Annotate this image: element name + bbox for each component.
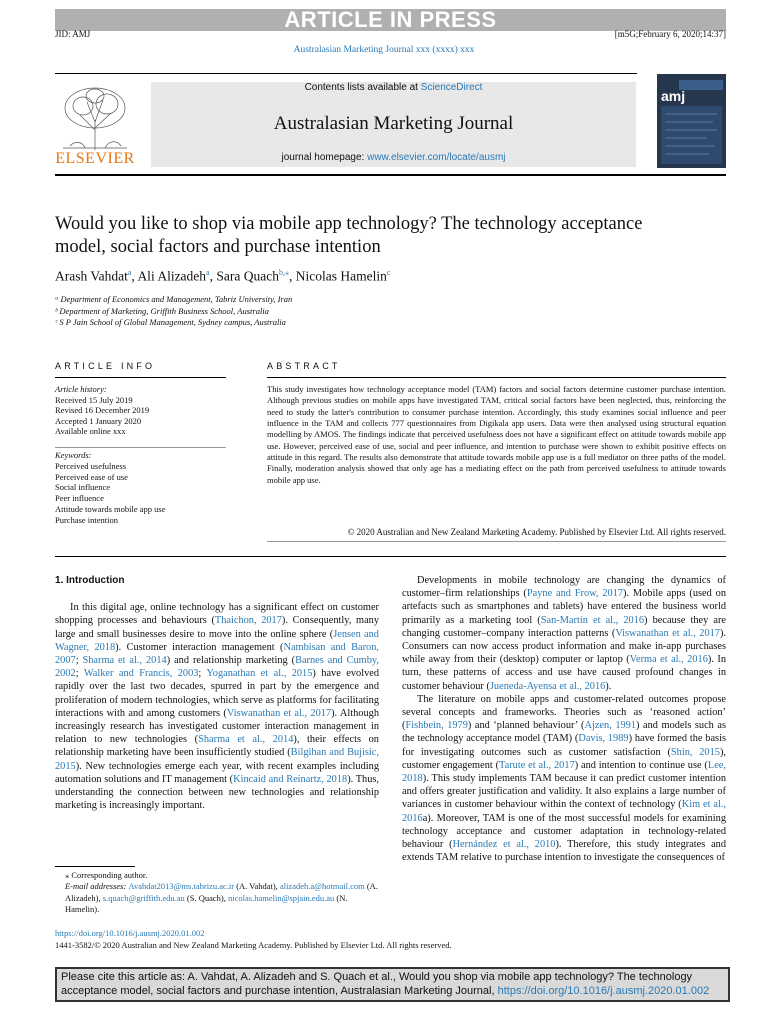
body-top-rule [55, 556, 726, 557]
citation-link[interactable]: Payne and Frow, 2017 [526, 588, 624, 600]
article-history [55, 384, 230, 437]
author-affil-sup[interactable]: c [386, 268, 391, 277]
footnote-rule [55, 866, 135, 867]
author-list: Arash Vahdat$^a$, Ali Alizadeh$^a$, Sara Quach$^{b,⁎}$, Nicolas Hamelin$^c$ [55, 268, 391, 284]
body-paragraph [55, 601, 379, 812]
keyword: Perceived usefulness [55, 460, 127, 471]
citation-link[interactable]: Tarute et al., 2017 [499, 759, 575, 771]
keywords-list [55, 450, 230, 526]
affiliation-line: ᶜ S P Jain School of Global Management, Sydney campus, Australia [55, 317, 286, 327]
paragraph-text: ), their effects on relationship marketing have been insufficiently studied ( [55, 734, 379, 759]
body-paragraph [402, 693, 726, 865]
citation-link[interactable]: Walker and Francis, 2003 [83, 668, 199, 680]
history-divider [55, 447, 226, 448]
article-in-press-banner: ARTICLE IN PRESS [55, 9, 726, 31]
history-item: Available online xxx [55, 426, 126, 437]
paragraph-text: ; [75, 668, 84, 680]
cover-badge: amj [661, 88, 686, 104]
keyword: Social influence [55, 482, 110, 493]
article-info-rule [55, 377, 226, 378]
body-column-right [402, 574, 726, 864]
paragraph-text: ). Mobile apps (used on artefacts such as smartphones and tablets) have entered the business world primarily as a marketing tool ( [402, 588, 727, 626]
author-affil-sup[interactable]: b,⁎ [278, 268, 289, 277]
corresponding-author-note: ⁎ Corresponding author. [65, 870, 148, 880]
citation-text: Please cite this article as: A. Vahdat, A. Alizadeh and S. Quach et al., Would you shop via mobile app technology? The technology acceptance model, social factors and purchase intention, Australasian Marketing Journal, [61, 971, 693, 997]
paragraph-text: Developments in mobile technology are changing the dynamics of customer–firm relationships ( [402, 575, 726, 600]
citation-link[interactable]: Verma et al., 2016 [629, 654, 708, 666]
citation-link[interactable]: Ajzen, 1991 [584, 720, 637, 732]
citation-doi-link[interactable]: https://doi.org/10.1016/j.ausmj.2020.01.002 [497, 985, 710, 997]
keyword: Attitude towards mobile app use [55, 503, 166, 514]
article-info-heading: ARTICLE INFO [55, 361, 156, 371]
citation-link[interactable]: Shin, 2015 [670, 746, 720, 758]
citation-link[interactable]: Hernández et al., 2010 [452, 839, 556, 851]
citation-link[interactable]: Viswanathan et al., 2017 [226, 707, 332, 719]
citation-link[interactable]: Thaichon, 2017 [214, 615, 282, 627]
header-bottom-rule [55, 174, 726, 176]
citation-link[interactable]: Nambisan and Baron, 2007 [55, 641, 379, 667]
citation-link[interactable]: Sharma et al., 2014 [82, 655, 167, 667]
citation-link[interactable]: Kim et al., 2016 [402, 799, 726, 824]
homepage-link[interactable]: www.elsevier.com/locate/ausmj [367, 152, 506, 163]
journal-reference-link[interactable]: Australasian Marketing Journal xxx (xxxx) xxx [293, 45, 475, 55]
article-title: Would you like to shop via mobile app technology? The technology acceptance model, social factors and purchase intention [55, 214, 643, 257]
jid-label: JID: AMJ [55, 29, 91, 39]
paragraph-text: ; [75, 655, 83, 667]
contents-line [151, 82, 636, 93]
paragraph-text: ), customer engagement ( [402, 746, 726, 771]
citation-link[interactable]: Viswanathan et al., 2017 [615, 627, 720, 639]
footnotes [55, 870, 381, 916]
paragraph-text: ) and models such as the technology acceptance model (TAM) ( [402, 720, 727, 745]
body-column-left [55, 574, 379, 812]
body-paragraph [402, 574, 726, 693]
keywords-heading: Keywords: [55, 450, 92, 460]
paragraph-text: ; [198, 668, 207, 680]
citation-link[interactable]: Jensen and Wagner, 2018 [55, 628, 379, 653]
paragraph-text: ) have evolved rapidly over the last two decades, spurred in part by the emergence and proliferation of modern technologies, which serve as platforms for facilitating interactions with and among customers ( [55, 668, 379, 719]
email-owner: (A. Alizadeh), [65, 881, 378, 903]
paragraph-text: ). [605, 680, 612, 692]
paragraph-text: ) because they are changing customer–company interaction patterns ( [402, 614, 726, 639]
paragraph-text: The literature on mobile apps and customer-related outcomes propose several concepts and frameworks. Theories such as ‘reasoned action’ ( [402, 693, 726, 732]
email-owner: (N. Hamelin). [65, 892, 348, 915]
elsevier-wordmark: ELSEVIER [55, 150, 135, 167]
paragraph-text: ) have formed the basis for investigating outcomes such as customer satisfaction ( [402, 733, 726, 758]
paragraph-text: ) and intention to continue use ( [574, 759, 708, 771]
paragraph-text: ). Consumers can now access product information and make in-app purchases while away from their (desktop) computer or laptop ( [402, 627, 726, 666]
abstract-heading: ABSTRACT [267, 361, 341, 371]
history-heading: Article history: [55, 384, 107, 394]
paragraph-text: ) and relationship marketing ( [166, 655, 296, 667]
citation-link[interactable]: Yoganathan et al., 2015 [206, 668, 313, 680]
citation-link[interactable]: Sharma et al., 2014 [198, 734, 294, 746]
keyword: Purchase intention [55, 514, 119, 525]
paragraph-text: ). In turn, these patterns of access and use have caused profound changes in customer behaviour ( [402, 654, 726, 692]
affiliations [55, 294, 555, 329]
abstract-bottom-rule [267, 541, 726, 542]
homepage-line [151, 152, 636, 163]
paragraph-text: ). Although increasingly research has investigated customer interaction management in relation to new technologies ( [55, 707, 379, 746]
author-name: Arash Vahdat [55, 268, 128, 284]
email-link[interactable]: s.quach@griffith.edu.au [102, 892, 185, 903]
citation-link[interactable]: Fishbein, 1979 [405, 720, 468, 732]
citation-link[interactable]: Barnes and Cumby, 2002 [55, 655, 379, 680]
citation-link[interactable]: Davis, 1989 [578, 733, 629, 745]
homepage-prefix: journal homepage: [281, 152, 368, 163]
affiliation-line: ᵇ Department of Marketing, Griffith Business School, Australia [55, 305, 269, 316]
email-link[interactable]: nicolas.hamelin@spjain.edu.au [228, 892, 335, 903]
history-item: Revised 16 December 2019 [55, 405, 150, 416]
keyword: Peer influence [55, 493, 104, 504]
paragraph-text: ). New technologies emerge each year, with recent examples including automation solutions and IT management ( [55, 760, 379, 785]
paragraph-text: ). Customer interaction management ( [115, 641, 284, 653]
citation-link[interactable]: Bilgihan and Bujisic, 2015 [55, 747, 379, 772]
contents-prefix: Contents lists available at [304, 82, 421, 93]
abstract-copyright: © 2020 Australian and New Zealand Marketing Academy. Published by Elsevier Ltd. All rights reserved. [347, 527, 726, 537]
email-owner: (S. Quach), [184, 892, 228, 903]
email-link[interactable]: alizadeh.a@hotmail.com [279, 881, 365, 892]
doi-block [55, 928, 555, 951]
journal-title: Australasian Marketing Journal [273, 113, 514, 134]
citation-link[interactable]: San-Martín et al., 2016 [540, 614, 645, 626]
issn-line: 1441-3582/© 2020 Australian and New Zealand Marketing Academy. Published by Elsevier Ltd. All rights reserved. [55, 939, 452, 950]
affiliation-line: ᵃ Department of Economics and Management, Tabriz University, Iran [55, 294, 293, 304]
paragraph-text: ). Thus, understanding the connection between new technologies and relationship marketing is increasingly important. [55, 773, 380, 812]
citation-link[interactable]: Kincaid and Reinartz, 2018 [233, 773, 348, 785]
abstract-text: This study investigates how technology acceptance model (TAM) factors and social factors determine customer purchase intention. Although previous studies on mobile apps have investigated TAM, critical social factors have been neglected, thus, reinforcing the need to study the latter's contribution to consumer purchase intention. Accordingly, this study examines social influence and peer influence in the TAM and collects 777 questionnaires from Digikala app users. Data were then analysed using structural equation modelling by AMOS. The findings indicate that perceived usefulness does not have a significant effect on attitude towards mobile app use. However, perceived ease of use, social and peer influence, and intention to purchase were shown to exhibit positive effects on attitude in this regard. The results also demonstrate that attitude towards mobile app use is a full mediator on three paths of the model. Finally, moderation analysis showed that only age has a mediating effect on the path from perceived usefulness to attitude towards mobile app use. [267, 384, 726, 485]
citation-link[interactable]: Lee, 2018 [402, 759, 726, 785]
citation-link[interactable]: Jueneda-Ayensa et al., 2016 [489, 680, 606, 692]
citation-box [55, 967, 730, 1002]
keyword: Perceived ease of use [55, 471, 128, 482]
build-stamp: [m5G;February 6, 2020;14:37] [614, 29, 726, 39]
email-addresses [55, 881, 381, 915]
author-affil-sup[interactable]: a [127, 268, 132, 277]
paragraph-text: In this digital age, online technology has a significant effect on customer shopping processes and behaviours ( [55, 602, 379, 627]
email-link[interactable]: Avahdat2013@ms.tabrizu.ac.ir [128, 881, 235, 892]
author-name: Nicolas Hamelin [295, 268, 387, 284]
email-owner: (A. Vahdat), [234, 881, 280, 892]
section-heading: 1. Introduction [55, 575, 125, 586]
author-name: Sara Quach [216, 268, 279, 284]
author-name: Ali Alizadeh [137, 268, 207, 284]
history-item: Accepted 1 January 2020 [55, 415, 142, 426]
sciencedirect-link[interactable]: ScienceDirect [420, 82, 483, 93]
author-affil-sup[interactable]: a [206, 268, 210, 277]
paragraph-text: ). Therefore, this study integrates and extends TAM relative to purchase intention to investigate the consequences of [402, 839, 727, 864]
email-label: E-mail addresses: [65, 881, 129, 892]
doi-link[interactable]: https://doi.org/10.1016/j.ausmj.2020.01.002 [55, 928, 205, 938]
header-top-rule [55, 73, 637, 74]
paragraph-text: ). Consequently, many large and small businesses desire to move into the online sphere ( [55, 615, 380, 640]
paragraph-text: ). This study implements TAM because it can predict customer intention and offers greater justification and validity. It also explains a large number of variances in customer behaviour within the context of technology ( [402, 773, 726, 811]
history-item: Received 15 July 2019 [55, 394, 133, 405]
paragraph-text: ) and ‘planned behaviour’ ( [467, 720, 585, 732]
abstract-rule [267, 377, 726, 378]
paragraph-text: a). Moreover, TAM is one of the most successful models for examining technology acceptance and customer adaptation in technology-related behaviour ( [402, 812, 726, 851]
